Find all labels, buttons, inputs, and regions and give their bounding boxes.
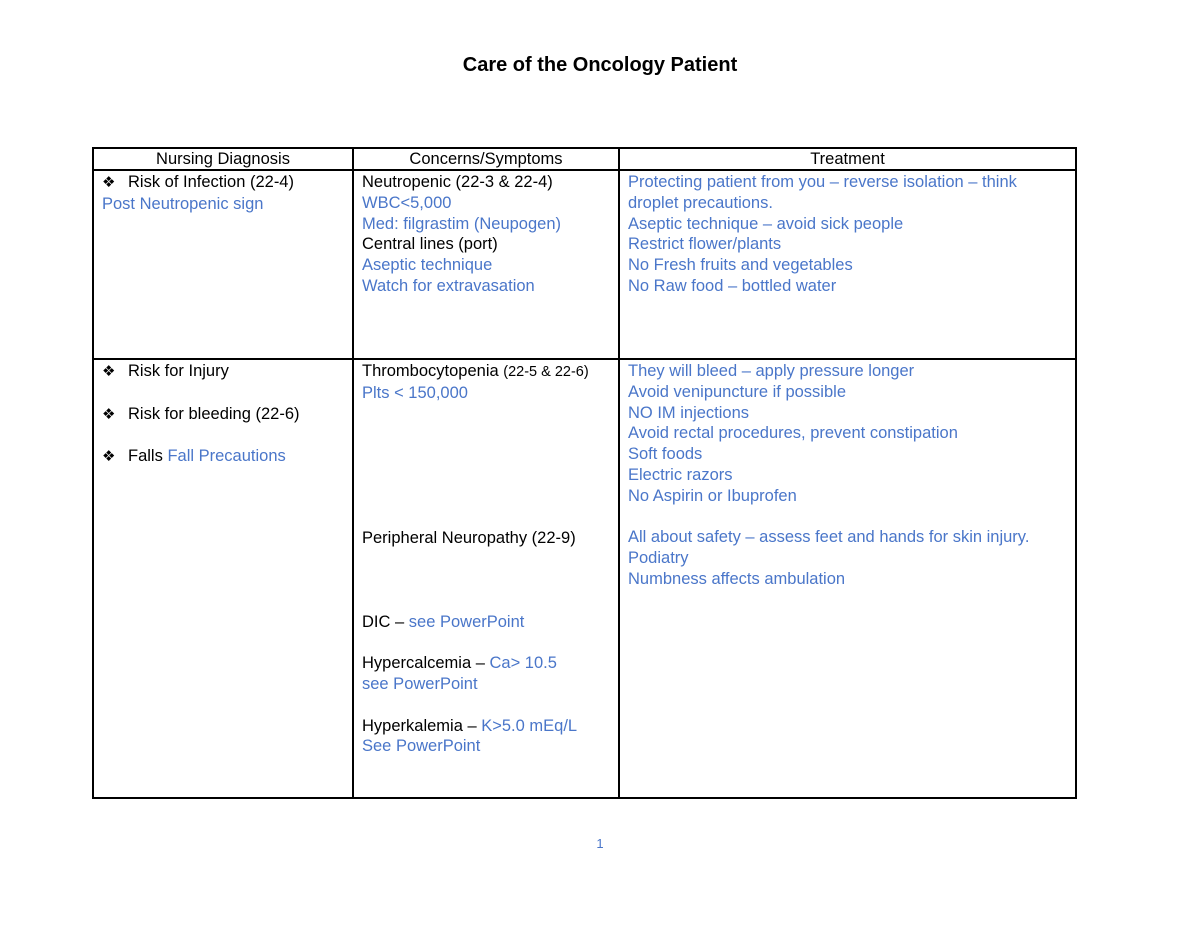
diagnosis-item-infection — [102, 172, 344, 194]
treatment-podiatry: Podiatry — [628, 549, 689, 568]
treatment-numbness: Numbness affects ambulation — [628, 569, 846, 588]
cell-treatment-injury — [619, 359, 1076, 798]
diagnosis-bleeding-label: Risk for bleeding (22-6) — [128, 404, 300, 423]
treatment-apply-pressure: They will bleed – apply pressure longer — [628, 362, 915, 380]
treatment-no-aspirin: No Aspirin or Ibuprofen — [628, 486, 797, 505]
concern-central-lines: Central lines (port) — [362, 235, 498, 254]
treatment-no-fresh-fruits: No Fresh fruits and vegetables — [628, 256, 853, 275]
cell-concerns-infection — [353, 170, 619, 359]
concern-neutropenic: Neutropenic (22-3 & 22-4) — [362, 173, 553, 191]
diagnosis-injury-label: Risk for Injury — [128, 362, 229, 380]
concern-thrombocytopenia — [362, 361, 610, 383]
cell-concerns-injury — [353, 359, 619, 798]
header-nursing-diagnosis: Nursing Diagnosis — [93, 148, 353, 170]
diagnosis-falls-label: Falls — [128, 447, 163, 466]
concern-aseptic-technique: Aseptic technique — [362, 256, 493, 275]
concern-extravasation: Watch for extravasation — [362, 276, 535, 295]
diagnosis-item-injury — [102, 361, 344, 383]
concern-dic-label: DIC – — [362, 612, 405, 631]
care-table — [92, 147, 1077, 799]
concern-wbc: WBC<5,000 — [362, 193, 452, 212]
concern-hyperkalemia-label: Hyperkalemia – — [362, 716, 477, 735]
concern-hypercalcemia-value: Ca> 10.5 — [489, 654, 557, 673]
treatment-aseptic: Aseptic technique – avoid sick people — [628, 214, 904, 233]
concern-hypercalcemia-note: see PowerPoint — [362, 674, 478, 693]
bullet-icon: ❖ — [102, 174, 116, 191]
concern-hypercalcemia — [362, 653, 610, 674]
cell-diagnosis-injury — [93, 359, 353, 798]
diagnosis-item-falls — [102, 446, 344, 468]
concern-platelets: Plts < 150,000 — [362, 383, 468, 402]
concern-thrombocytopenia-label: Thrombocytopenia — [362, 362, 499, 380]
concern-thrombocytopenia-ref: (22-5 & 22-6) — [503, 364, 589, 380]
concern-hyperkalemia-value: K>5.0 mEq/L — [481, 716, 578, 735]
concern-dic — [362, 612, 610, 633]
treatment-avoid-venipuncture: Avoid venipuncture if possible — [628, 382, 846, 401]
bullet-icon: ❖ — [102, 405, 116, 423]
concern-hyperkalemia — [362, 716, 610, 737]
table-row-injury — [93, 359, 1076, 798]
concern-neuropathy: Peripheral Neuropathy (22-9) — [362, 529, 576, 548]
header-concerns-symptoms: Concerns/Symptoms — [353, 148, 619, 170]
bullet-icon: ❖ — [102, 363, 116, 380]
treatment-no-im-injections: NO IM injections — [628, 403, 750, 422]
diagnosis-falls-note: Fall Precautions — [167, 447, 286, 466]
table-row-infection — [93, 170, 1076, 359]
concern-dic-note: see PowerPoint — [408, 612, 525, 631]
cell-treatment-infection — [619, 170, 1076, 359]
treatment-electric-razors: Electric razors — [628, 465, 733, 484]
diagnosis-infection-label: Risk of Infection (22-4) — [128, 173, 294, 191]
document-title: Care of the Oncology Patient — [462, 54, 738, 76]
concern-hyperkalemia-note: See PowerPoint — [362, 737, 481, 756]
treatment-safety: All about safety – assess feet and hands for skin injury. — [628, 528, 1030, 547]
page-number: 1 — [596, 836, 604, 851]
treatment-avoid-rectal: Avoid rectal procedures, prevent constipation — [628, 424, 958, 443]
treatment-reverse-isolation: Protecting patient from you – reverse isolation – think droplet precautions. — [628, 173, 1017, 212]
concern-medication: Med: filgrastim (Neupogen) — [362, 214, 561, 233]
treatment-restrict-flowers: Restrict flower/plants — [628, 235, 782, 254]
concern-hypercalcemia-label: Hypercalcemia – — [362, 654, 485, 673]
treatment-no-raw-food: No Raw food – bottled water — [628, 276, 837, 295]
header-treatment: Treatment — [619, 148, 1076, 170]
bullet-icon: ❖ — [102, 448, 116, 466]
treatment-soft-foods: Soft foods — [628, 445, 703, 464]
diagnosis-infection-note: Post Neutropenic sign — [102, 194, 264, 213]
cell-diagnosis-infection — [93, 170, 353, 359]
diagnosis-item-bleeding — [102, 404, 344, 426]
table-header-row — [93, 148, 1076, 170]
